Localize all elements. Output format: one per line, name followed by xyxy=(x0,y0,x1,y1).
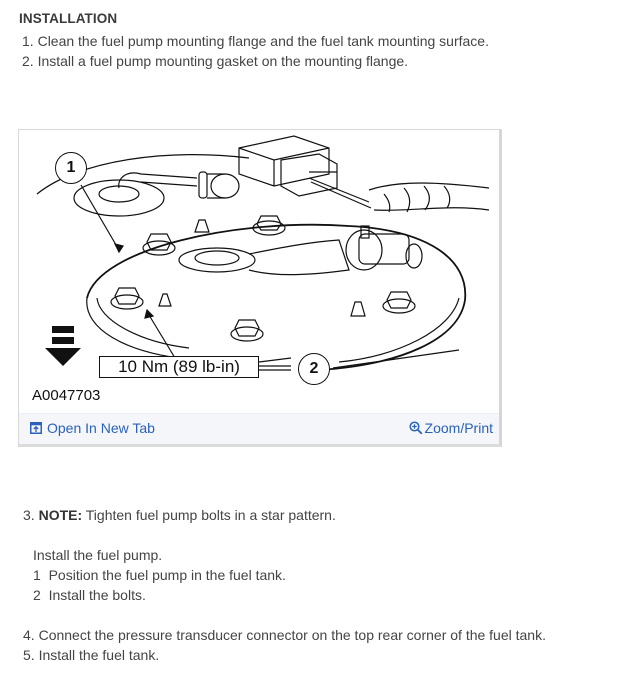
step-number: 2. xyxy=(22,53,34,69)
fuel-pump-illustration xyxy=(19,130,499,420)
substep-2 xyxy=(33,587,146,603)
step-3-intro: Install the fuel pump. xyxy=(33,547,163,563)
zoom-print-link[interactable] xyxy=(409,420,493,436)
note-text: Tighten fuel pump bolts in a star pattern. xyxy=(82,507,336,523)
step-5 xyxy=(23,647,159,663)
substep-number: 2 xyxy=(33,587,41,603)
figure-container xyxy=(18,129,502,447)
torque-spec-label: 10 Nm (89 lb-in) xyxy=(99,356,259,378)
step-text: Install the fuel tank. xyxy=(38,647,160,663)
step-4 xyxy=(23,627,546,643)
note-label: NOTE: xyxy=(38,507,83,523)
installation-heading: INSTALLATION xyxy=(19,11,118,26)
substep-text: Install the bolts. xyxy=(48,587,146,603)
step-2 xyxy=(22,53,408,69)
substep-1 xyxy=(33,567,286,583)
open-in-new-tab-label: Open In New Tab xyxy=(47,420,155,436)
zoom-in-icon xyxy=(409,421,423,435)
zoom-print-label: Zoom/Print xyxy=(424,420,493,436)
callout-2: 2 xyxy=(298,353,330,385)
figure-footer xyxy=(19,413,499,444)
step-number: 4. xyxy=(23,627,35,643)
front-down-arrow-icon xyxy=(45,326,81,366)
substep-number: 1 xyxy=(33,567,41,583)
step-number: 1. xyxy=(22,33,34,49)
callout-1: 1 xyxy=(55,152,87,184)
step-3 xyxy=(23,507,336,523)
step-text: Install a fuel pump mounting gasket on the mounting flange. xyxy=(37,53,409,69)
substep-text: Position the fuel pump in the fuel tank. xyxy=(48,567,286,583)
open-in-new-tab-link[interactable] xyxy=(30,420,155,436)
step-number: 3. xyxy=(23,507,35,523)
step-text: Connect the pressure transducer connector on the top rear corner of the fuel tank. xyxy=(38,627,546,643)
open-new-tab-icon xyxy=(30,422,42,434)
step-number: 5. xyxy=(23,647,35,663)
step-1 xyxy=(22,33,489,49)
step-text: Clean the fuel pump mounting flange and the fuel tank mounting surface. xyxy=(37,33,489,49)
image-id: A0047703 xyxy=(32,387,101,404)
